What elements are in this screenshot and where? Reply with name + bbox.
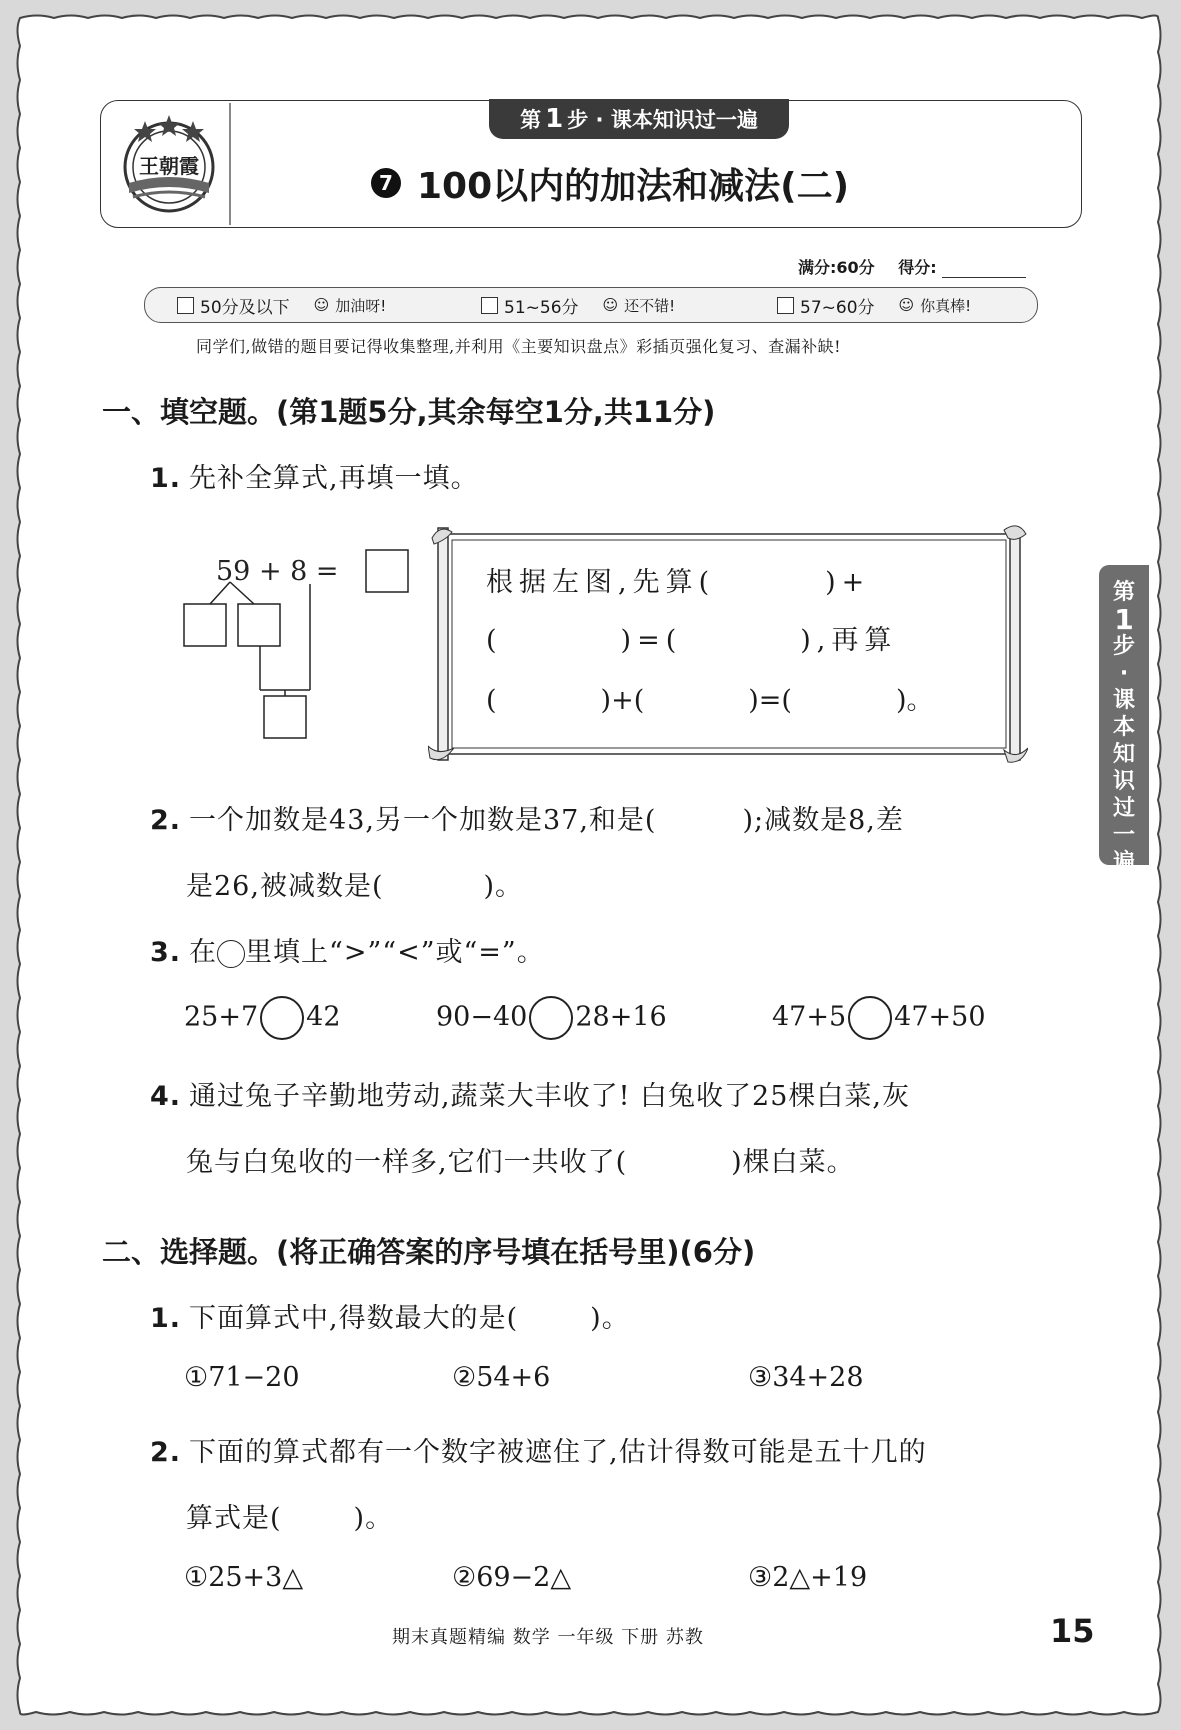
s2-q2-option-3[interactable]: ③2△+19	[748, 1562, 868, 1593]
side-tab-char: 课	[1112, 688, 1135, 713]
section-2-title: 二、选择题。(将正确答案的序号填在括号里)(6分)	[102, 1235, 756, 1269]
s1-q4-text: 通过兔子辛勤地劳动,蔬菜大丰收了! 白兔收了25棵白菜,灰	[189, 1081, 910, 1112]
grade-option-3	[777, 293, 971, 317]
header-divider	[229, 103, 231, 225]
s1-q2-text: 一个加数是43,另一个加数是37,和是(	[189, 805, 657, 836]
answer-box-sum[interactable]	[366, 550, 408, 592]
board-text: )。	[895, 685, 934, 716]
grade-range-2: 51~56分	[504, 297, 579, 318]
grade-checkbox-3[interactable]	[777, 297, 794, 314]
grade-bar	[144, 287, 1038, 323]
s1-q3-text: 在	[189, 937, 218, 968]
split-diagram	[170, 540, 440, 750]
s2-q1-option-2[interactable]: ②54+6	[452, 1362, 551, 1393]
step-prefix: 第	[520, 108, 542, 132]
s1-q2-text: );减数是8,差	[742, 805, 904, 836]
score-label: 得分:	[898, 258, 937, 277]
tip-line: 同学们,做错的题目要记得收集整理,并利用《主要知识盘点》彩插页强化复习、查漏补缺!	[196, 337, 842, 356]
section-1-title: 一、填空题。(第1题5分,其余每空1分,共11分)	[102, 395, 716, 429]
board-line-3	[486, 678, 934, 717]
header-box	[100, 100, 1082, 228]
s1-q3-text: 里填上“>”“<”或“=”。	[245, 937, 545, 968]
grade-range-3: 57~60分	[800, 297, 875, 318]
compare-item-3	[772, 996, 986, 1040]
step-number: 1	[545, 104, 564, 134]
side-tab-char: 本	[1112, 715, 1135, 740]
side-tab-number: 1	[1114, 603, 1134, 636]
compare-right: 47+50	[894, 1001, 986, 1033]
s1-q4-line-1	[150, 1074, 910, 1113]
page-number: 15	[1050, 1612, 1095, 1650]
compare-right: 28+16	[575, 1001, 667, 1033]
s1-q4-number: 4.	[150, 1081, 182, 1112]
unit-title	[371, 153, 931, 213]
smiley-icon: ☺	[313, 296, 330, 314]
step-label: 步 · 课本知识过一遍	[567, 108, 758, 132]
s1-q4-line-2	[186, 1140, 855, 1179]
s2-q1-option-1[interactable]: ①71−20	[184, 1362, 300, 1393]
score-line	[798, 255, 1038, 279]
s2-q2-number: 2.	[150, 1437, 182, 1468]
compare-circle[interactable]	[848, 996, 892, 1040]
compare-left: 47+5	[772, 1001, 847, 1033]
s1-q3-number: 3.	[150, 937, 182, 968]
s1-q2-text: 是26,被减数是(	[186, 871, 384, 902]
s2-q2-text: )。	[353, 1503, 394, 1534]
step-tab	[489, 99, 789, 139]
compare-left: 90−40	[436, 1001, 528, 1033]
s2-q2-text: 下面的算式都有一个数字被遮住了,估计得数可能是五十几的	[189, 1437, 927, 1468]
board-text: (	[486, 685, 497, 716]
s2-q1-option-3[interactable]: ③34+28	[748, 1362, 864, 1393]
split-box-result[interactable]	[264, 696, 306, 738]
footer-text: 期末真题精编 数学 一年级 下册 苏教	[392, 1627, 704, 1648]
s1-q4-text: 兔与白兔收的一样多,它们一共收了(	[186, 1147, 628, 1178]
s2-q1-prompt	[150, 1296, 630, 1335]
logo-text: 王朝霞	[139, 154, 199, 178]
side-tab-char: 一	[1112, 823, 1135, 848]
board-text: )+	[825, 567, 871, 598]
smiley-icon: ☺	[602, 296, 619, 314]
side-tab-char: 知	[1112, 742, 1135, 767]
s1-q1-text: 先补全算式,再填一填。	[189, 463, 479, 494]
side-tab-char: ·	[1119, 661, 1129, 686]
s1-q1-number: 1.	[150, 463, 182, 494]
s1-q2-number: 2.	[150, 805, 182, 836]
s1-q3-prompt	[150, 930, 545, 969]
side-tab-char: 第	[1112, 580, 1135, 605]
diagram-equation: 59 + 8 =	[216, 556, 339, 587]
s2-q1-text: )。	[590, 1303, 630, 1334]
s2-q2-text: 算式是(	[186, 1503, 282, 1534]
unit-title-text: 100以内的加法和减法(二)	[417, 165, 850, 207]
board-text: )=(	[620, 625, 683, 656]
full-score-label: 满分:60分	[798, 258, 875, 277]
compare-circle[interactable]	[529, 996, 573, 1040]
s1-q1-prompt	[150, 456, 479, 495]
grade-message-1: 加油呀!	[335, 296, 387, 315]
grade-option-1	[177, 293, 386, 317]
grade-option-2	[481, 293, 675, 317]
board-line-2	[486, 618, 897, 657]
grade-message-2: 还不错!	[624, 296, 676, 315]
score-blank[interactable]	[942, 259, 1026, 278]
publisher-logo	[115, 109, 223, 217]
smiley-icon: ☺	[898, 296, 915, 314]
s1-q2-text: )。	[483, 871, 524, 902]
s2-q2-option-1[interactable]: ①25+3△	[184, 1562, 304, 1593]
side-tab-char: 过	[1112, 796, 1135, 821]
board-text: 根据左图,先算(	[486, 567, 716, 598]
compare-right: 42	[306, 1001, 341, 1033]
reasoning-board	[428, 520, 1028, 764]
grade-message-3: 你真棒!	[920, 296, 972, 315]
grade-checkbox-2[interactable]	[481, 297, 498, 314]
circle-icon	[217, 940, 245, 968]
compare-left: 25+7	[184, 1001, 259, 1033]
board-text: )+(	[600, 685, 645, 716]
grade-range-1: 50分及以下	[200, 297, 290, 318]
compare-circle[interactable]	[260, 996, 304, 1040]
board-text: (	[486, 625, 503, 656]
grade-checkbox-1[interactable]	[177, 297, 194, 314]
split-box-right[interactable]	[238, 604, 280, 646]
side-tab-char: 步	[1112, 634, 1135, 659]
compare-item-2	[436, 996, 667, 1040]
board-text: ),再算	[800, 625, 898, 656]
s2-q2-line-2	[186, 1496, 393, 1535]
compare-item-1	[184, 996, 341, 1040]
board-text: )=(	[748, 685, 792, 716]
s2-q1-number: 1.	[150, 1303, 182, 1334]
s2-q2-option-2[interactable]: ②69−2△	[452, 1562, 572, 1593]
s1-q4-text: )棵白菜。	[731, 1147, 855, 1178]
unit-number-badge: 7	[371, 168, 401, 198]
board-line-1	[486, 560, 870, 599]
side-tab-char: 遍	[1112, 850, 1135, 875]
split-box-left[interactable]	[184, 604, 226, 646]
side-tab-char: 识	[1112, 769, 1135, 794]
s1-q2-line-1	[150, 798, 904, 837]
s2-q2-line-1	[150, 1430, 927, 1469]
s1-q2-line-2	[186, 864, 523, 903]
s2-q1-text: 下面算式中,得数最大的是(	[189, 1303, 519, 1334]
side-step-tab	[1099, 565, 1149, 875]
